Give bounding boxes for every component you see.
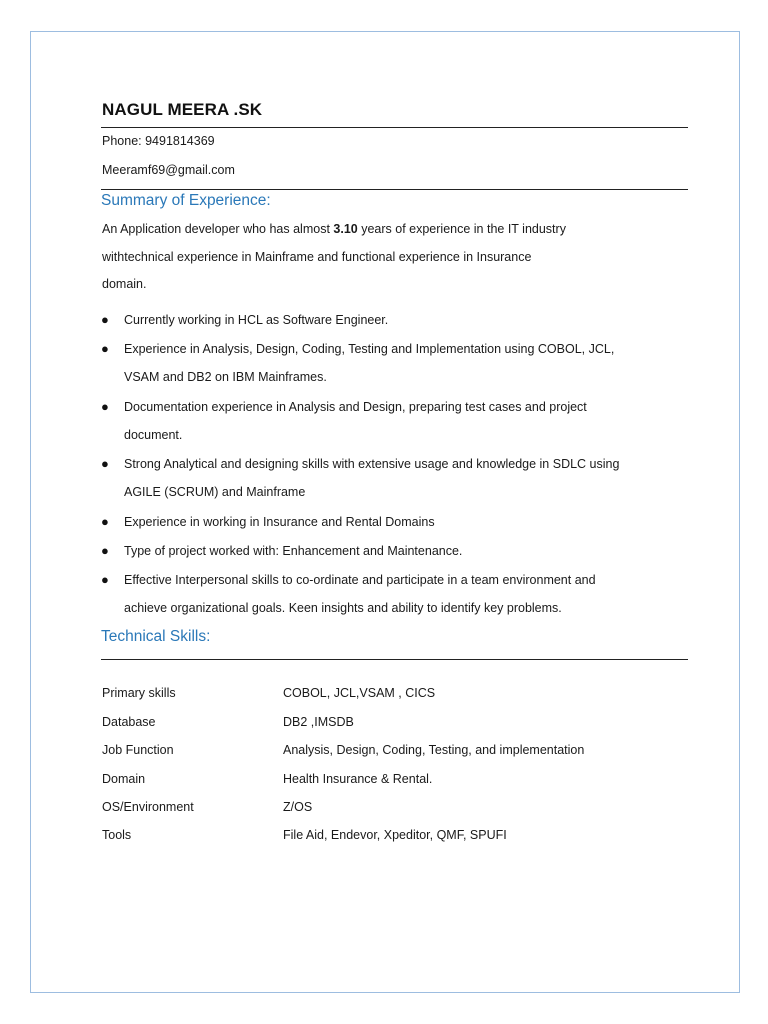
bullet-text: Documentation experience in Analysis and Design, preparing test cases and project (124, 400, 587, 414)
skill-value: File Aid, Endevor, Xpeditor, QMF, SPUFI (283, 828, 507, 842)
bullet-text: Type of project worked with: Enhancement and Maintenance. (124, 544, 463, 558)
skill-value: Analysis, Design, Coding, Testing, and implementation (283, 743, 585, 757)
bullet-icon: ● (101, 341, 109, 356)
bullet-icon: ● (101, 399, 109, 414)
skill-label: Database (102, 715, 156, 729)
email-text: Meeramf69@gmail.com (102, 163, 235, 177)
intro-text: years of experience in the IT industry (357, 222, 566, 236)
skill-value: Health Insurance & Rental. (283, 772, 433, 786)
bullet-text-continued: document. (124, 428, 183, 442)
skill-label: OS/Environment (102, 800, 194, 814)
summary-heading: Summary of Experience: (101, 192, 271, 209)
skills-heading: Technical Skills: (101, 628, 211, 645)
intro-text: An Application developer who has almost (102, 222, 334, 236)
summary-intro-line-2: withtechnical experience in Mainframe and functional experience in Insurance (102, 250, 532, 264)
skill-label: Tools (102, 828, 132, 842)
bullet-icon: ● (101, 312, 109, 327)
skill-value: Z/OS (283, 800, 313, 814)
bullet-text-continued: AGILE (SCRUM) and Mainframe (124, 485, 306, 499)
header-divider (101, 127, 688, 128)
years-value: 3.10 (333, 222, 358, 236)
bullet-icon: ● (101, 514, 109, 529)
bullet-text: Experience in working in Insurance and Rental Domains (124, 515, 435, 529)
skill-label: Domain (102, 772, 146, 786)
skill-label: Job Function (102, 743, 174, 757)
skill-value: DB2 ,IMSDB (283, 715, 354, 729)
phone-text: Phone: 9491814369 (102, 134, 215, 148)
summary-intro-line-3: domain. (102, 277, 147, 291)
skills-divider (101, 659, 688, 660)
bullet-text-continued: achieve organizational goals. Keen insights and ability to identify key problems. (124, 601, 562, 615)
bullet-icon: ● (101, 543, 109, 558)
bullet-text-continued: VSAM and DB2 on IBM Mainframes. (124, 370, 327, 384)
bullet-text: Currently working in HCL as Software Engineer. (124, 313, 389, 327)
bullet-icon: ● (101, 456, 109, 471)
bullet-text: Strong Analytical and designing skills with extensive usage and knowledge in SDLC using (124, 457, 620, 471)
bullet-text: Experience in Analysis, Design, Coding, Testing and Implementation using COBOL, JCL, (124, 342, 615, 356)
summary-intro-line-1 (102, 221, 566, 237)
bullet-icon: ● (101, 572, 109, 587)
skill-value: COBOL, JCL,VSAM , CICS (283, 686, 436, 700)
skill-label: Primary skills (102, 686, 176, 700)
contact-divider (101, 189, 688, 190)
bullet-text: Effective Interpersonal skills to co-ordinate and participate in a team environment and (124, 573, 596, 587)
candidate-name: NAGUL MEERA .SK (102, 100, 263, 119)
